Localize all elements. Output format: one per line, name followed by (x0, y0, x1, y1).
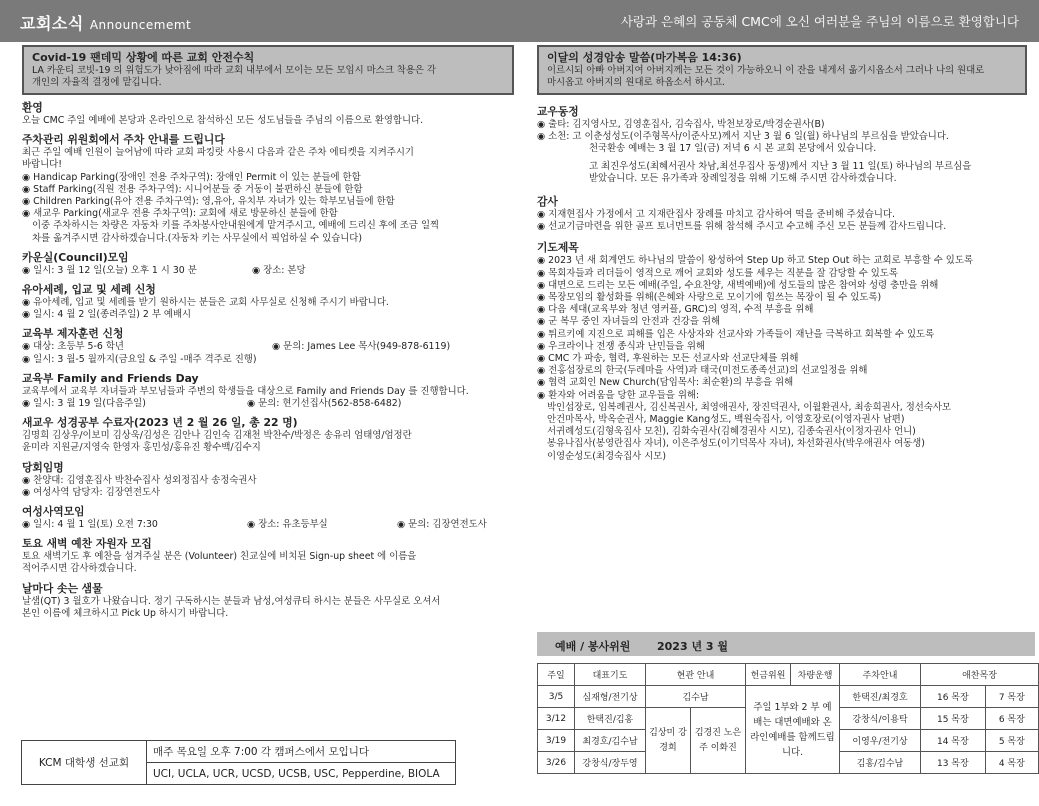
council-place: ◉ 장소: 본당 (252, 264, 306, 276)
qt-heading: 날마다 솟는 샘물 (22, 581, 103, 595)
parking-tail-1: 이중 주차하시는 차량은 자동차 키를 주차봉사안내원에게 맡겨주시고, 예배에 드리신 후에 조금 일찍 (32, 220, 440, 232)
bible-study-names-1: 김명희 김상우/이보미 김상욱/김성은 김안나 김인숙 김재천 박찬수/박정은 송유리 엄태영/엄정란 (22, 430, 412, 442)
prayer-item: ◉ 환자와 어려움을 당한 교우들을 위해: (537, 389, 700, 401)
col-header: 대표기도 (575, 664, 646, 686)
header-welcome: 사랑과 은혜의 공동체 CMC에 오신 여러분을 주님의 이름으로 환영합니다 (620, 14, 1019, 29)
col-header: 주차안내 (840, 664, 921, 686)
bible-study-heading: 새교우 성경공부 수료자(2023 년 2 월 26 일, 총 22 명) (22, 416, 298, 430)
family-heading: 교육부 Family and Friends Day (22, 371, 199, 385)
disciple-target: ◉ 대상: 초등부 5-6 학년 (22, 341, 124, 353)
baptism-text: ◉ 유아세례, 입교 및 세례를 받기 원하시는 분들은 교회 사무실로 신청해 주시기 바랍니다. (22, 297, 389, 309)
officers-line-2: ◉ 여성사역 담당자: 김장연전도사 (22, 486, 161, 498)
parking-item: ◉ Staff Parking(직원 전용 주차구역): 시니어분들 중 거동이 불편하신 분들에 한함 (22, 183, 363, 195)
dawn-text-1: 토요 새벽기도 후 예찬을 섬겨주실 분은 (Volunteer) 친교실에 비치된 Sign-up sheet 에 이름을 (22, 551, 417, 563)
usher-group-a: 김상미 강경희 (646, 708, 691, 774)
prayer-item: ◉ CMC 가 파송, 협력, 후원하는 모든 선교사와 선교단체를 위해 (537, 353, 799, 365)
table-cell: 3/12 (538, 708, 575, 730)
welcome-heading: 환영 (22, 101, 43, 114)
table-cell: 김수남 (646, 686, 746, 708)
sick-line: 봉유나집사(봉영란집사 자녀), 이은주성도(이기덕목사 자녀), 차선화권사(박우애권사 여동생) (547, 438, 925, 450)
news-line-2: ◉ 소천: 고 이춘성성도(이주형목사/이준사모)께서 지난 3 월 6 일(월) 하나님의 부르심을 받았습니다. (537, 131, 949, 143)
baptism-date: ◉ 일시: 4 월 2 일(종려주일) 2 부 예배시 (22, 309, 192, 321)
left-column (22, 45, 514, 620)
thanks-heading: 감사 (537, 195, 558, 209)
news-heading: 교우동정 (537, 105, 579, 118)
worship-table (537, 663, 1039, 774)
sick-line: 서귀례성도(김형욱집사 모친), 김화숙권사(김혜경권사 시모), 김종숙권사(이정자권사 언니) (547, 426, 916, 438)
officers-heading: 당회임명 (22, 460, 64, 474)
table-cell: 심재형/전기상 (575, 686, 646, 708)
table-cell: 16 목장 (921, 686, 986, 708)
kcm-name: KCM 대학생 선교회 (22, 741, 147, 785)
women-contact: ◉ 문의: 김장연전도사 (397, 519, 487, 531)
sick-list (537, 402, 1027, 463)
worship-title-bar (537, 632, 1035, 656)
verse-title: 이달의 성경암송 말씀(마가복음 14:36) (547, 51, 742, 64)
verse-box (537, 45, 1027, 95)
baptism-heading: 유아세례, 입교 및 세례 신청 (22, 283, 156, 297)
offering-note: 주일 1부와 2 부 예배는 대면예배와 온라인예배를 함께드립니다. (746, 686, 840, 774)
right-column (537, 45, 1027, 463)
welcome-text: 오늘 CMC 주일 예배에 본당과 온라인으로 참석하신 모든 성도님들을 주님의 이름으로 환영합니다. (22, 115, 424, 126)
news-line-4: 고 최진우성도(최혜서권사 차남,최선우집사 동생)께서 지난 3 월 11 일(토) 하나님의 부르심을 (589, 160, 972, 172)
women-heading: 여성사역모임 (22, 505, 85, 519)
disciple-heading: 교육부 제자훈련 신청 (22, 327, 124, 341)
table-cell: 3/19 (538, 730, 575, 752)
parking-item: ◉ Children Parking(유아 전용 주차구역): 영,유아, 유치부 자녀가 있는 학부모님들에 한함 (22, 196, 395, 208)
family-text: 교육부에서 교육부 자녀들과 부모님들과 주변의 학생들을 대상으로 Family and Friends Day 를 진행합니다. (22, 385, 469, 397)
prayer-heading: 기도제목 (537, 241, 579, 255)
prayer-item: ◉ 목회자들과 리더들이 영적으로 깨어 교회와 성도를 세우는 직분을 잘 감당할 수 있도록 (537, 267, 898, 279)
worship-header-row (538, 664, 1039, 686)
council-date: ◉ 일시: 3 월 12 일(오늘) 오후 1 시 30 분 (22, 264, 197, 276)
news-line-5: 받았습니다. 모든 유가족과 장례일정을 위해 기도해 주시면 감사하겠습니다. (589, 172, 897, 184)
sick-line: 안건마목사, 박옥순권사, Maggie Kang성도, 백원숙집사, 이영호장로(이영자권사 남편) (547, 414, 905, 426)
thanks-line-1: ◉ 지재현집사 가정에서 고 지재란집사 장례를 마치고 감사하여 떡을 준비해 주셨습니다. (537, 209, 895, 221)
table-cell: 4 목장 (985, 752, 1038, 774)
prayer-list (537, 255, 1027, 401)
table-cell: 3/26 (538, 752, 575, 774)
parking-item: ◉ Handicap Parking(장애인 전용 주차구역): 장애인 Permit 이 있는 분들에 한함 (22, 171, 361, 183)
prayer-item: ◉ 군 복무 중인 자녀들의 안전과 건강을 위해 (537, 316, 720, 328)
dawn-text-2: 적어주시면 감사하겠습니다. (22, 563, 137, 575)
prayer-item: ◉ 튀르키예 지진으로 피해를 입은 사상자와 선교사와 가족들이 재난을 극복하고 회복할 수 있도록 (537, 328, 935, 340)
table-cell: 이영우/전기상 (840, 730, 921, 752)
col-header: 헌금위원 (746, 664, 791, 686)
announcement-header (0, 0, 1039, 42)
prayer-item: ◉ 목장모임의 활성화를 위해(은혜와 사랑으로 모이기에 힘쓰는 목장이 될 수 있도록) (537, 292, 882, 304)
sick-line: 박인섭장로, 임복례권사, 김신복권사, 최영애권사, 장진덕권사, 이월환권사, 최송희권사, 정선숙사모 (547, 401, 951, 413)
women-date: ◉ 일시: 4 월 1 일(토) 오전 7:30 (22, 519, 158, 531)
prayer-item: ◉ 대면으로 드리는 모든 예배(주일, 수요찬양, 새벽예배)에 성도들의 많은 참여와 성령 충만을 위해 (537, 279, 939, 291)
disciple-date: ◉ 일시: 3 월-5 월까지(금요일 & 주일 -매주 격주로 진행) (22, 353, 257, 365)
officers-line-1: ◉ 찬양대: 김영훈집사 박찬수집사 성외정집사 송정숙권사 (22, 474, 257, 486)
kcm-campuses: UCI, UCLA, UCR, UCSD, UCSB, USC, Pepperdine, BIOLA (147, 763, 456, 785)
table-cell: 6 목장 (985, 708, 1038, 730)
dawn-heading: 토요 새벽 예찬 자원자 모집 (22, 537, 152, 551)
thanks-line-2: ◉ 선교기금마련을 위한 골프 토너먼트를 위해 참석해 주시고 수고해 주신 모든 분들께 감사드립니다. (537, 221, 947, 233)
table-cell: 한택진/김홍 (575, 708, 646, 730)
col-header: 차량운행 (791, 664, 840, 686)
table-cell: 13 목장 (921, 752, 986, 774)
parking-intro-2: 바랍니다! (22, 159, 62, 171)
table-row (538, 686, 1039, 708)
prayer-item: ◉ 2023 년 새 회계연도 하나님의 말씀이 왕성하여 Step Up 하고 Step Out 하는 교회로 부흥할 수 있도록 (537, 255, 973, 267)
table-cell: 14 목장 (921, 730, 986, 752)
usher-group-b: 김경진 노은주 이화진 (691, 708, 746, 774)
news-line-1: ◉ 출타: 김지영사모, 김영훈집사, 김숙집사, 박천보장로/박경순권사(B) (537, 119, 825, 130)
kcm-time: 매주 목요일 오후 7:00 각 캠퍼스에서 모입니다 (147, 741, 456, 763)
prayer-item: ◉ 다음 세대(교육부와 청년 영커플, GRC)의 영적, 수적 부흥을 위해 (537, 304, 814, 316)
parking-heading: 주차관리 위원회에서 주차 안내를 드립니다 (22, 133, 225, 147)
prayer-item: ◉ 우크라이나 전쟁 종식과 난민들을 위해 (537, 340, 705, 352)
worship-title: 예배 / 봉사위원 (555, 640, 631, 653)
family-date: ◉ 일시: 3 월 19 일(다음주일) (22, 398, 146, 410)
qt-text-2: 본인 이름에 체크하시고 Pick Up 하시기 바랍니다. (22, 607, 229, 619)
council-heading: 카운실(Council)모임 (22, 250, 129, 264)
table-cell: 김홍/김수남 (840, 752, 921, 774)
table-cell: 3/5 (538, 686, 575, 708)
worship-month: 2023 년 3 월 (657, 640, 729, 653)
col-header: 주일 (538, 664, 575, 686)
verse-line-2: 마시옵고 아버지의 원대로 하옵소서 하시고. (547, 77, 725, 88)
disciple-contact: ◉ 문의: James Lee 목사(949-878-6119) (272, 341, 451, 353)
covid-body-1: LA 카운티 코빗-19 의 위험도가 낮아짐에 따라 교회 내부에서 모이는 모든 모임시 마스크 착용은 각 (32, 65, 436, 76)
header-title: 교회소식 Announcememt (20, 14, 192, 33)
table-cell: 15 목장 (921, 708, 986, 730)
table-cell: 7 목장 (985, 686, 1038, 708)
sick-line: 이영순성도(최경숙집사 시모) (547, 450, 666, 462)
table-cell: 5 목장 (985, 730, 1038, 752)
verse-line-1: 이르시되 아빠 아버지여 아버지께는 모든 것이 가능하오니 이 잔을 내게서 옮기시옵소서 그러나 나의 원대로 (547, 65, 985, 76)
bible-study-names-2: 윤미라 지원균/지영숙 한영자 홍민성/홍유진 황수백/김수지 (22, 442, 261, 454)
qt-text-1: 날샘(QT) 3 월호가 나왔습니다. 정기 구독하시는 분들과 남성,여성큐티 하시는 분들은 사무실로 오셔서 (22, 595, 441, 607)
kcm-table (21, 740, 456, 785)
col-header: 애찬목장 (921, 664, 1039, 686)
family-contact: ◉ 문의: 현기선집사(562-858-6482) (247, 398, 402, 410)
women-place: ◉ 장소: 유초등부실 (247, 519, 328, 531)
table-cell: 강창식/장두영 (575, 752, 646, 774)
table-cell: 강창식/이용탁 (840, 708, 921, 730)
parking-intro-1: 최근 주일 예배 인원이 늘어남에 따라 교회 파킹랏 사용시 다음과 같은 주차 에티켓을 지켜주시기 (22, 147, 414, 159)
covid-body-2: 개인의 자율적 결정에 맡깁니다. (32, 77, 162, 88)
parking-item: ◉ 새교우 Parking(새교우 전용 주차구역): 교회에 새로 방문하신 분들에 한함 (22, 208, 338, 220)
col-header: 현관 안내 (646, 664, 746, 686)
covid-title: Covid-19 팬데믹 상황에 따른 교회 안전수칙 (32, 51, 255, 64)
prayer-item: ◉ 전홍섭장로의 한국(두레마을 사역)과 태국(미전도종족선교)의 선교일정을 위해 (537, 365, 868, 377)
covid-notice-box (22, 45, 514, 95)
parking-tail-2: 차를 옮겨주시면 감사하겠습니다.(자동차 키는 사무실에서 픽업하실 수 있습니다) (32, 232, 363, 244)
table-cell: 한택진/최경호 (840, 686, 921, 708)
prayer-item: ◉ 협력 교회인 New Church(담임목사: 최순환)의 부흥을 위해 (537, 377, 794, 389)
news-line-3: 천국환송 예배는 3 월 17 일(금) 저녁 6 시 본 교회 본당에서 있습니다. (589, 143, 877, 155)
table-cell: 최경호/김수남 (575, 730, 646, 752)
